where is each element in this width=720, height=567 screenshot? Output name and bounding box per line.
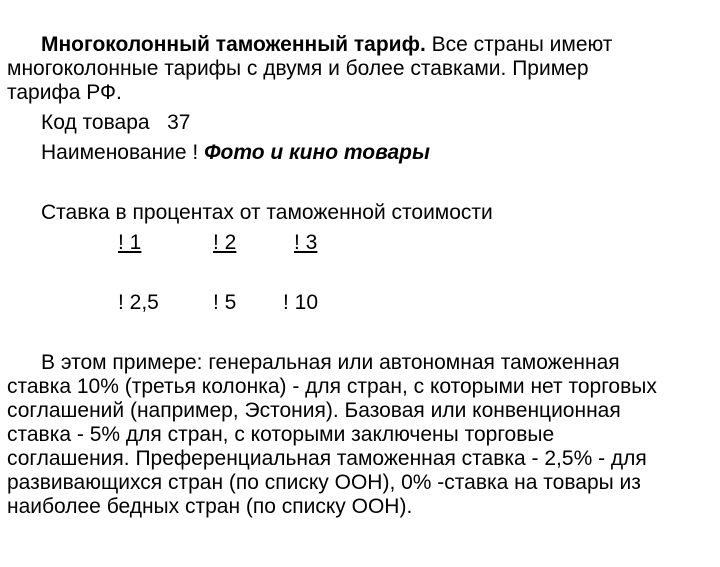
explanation-line-7: наиболее бедных стран (по списку ООН). [7,495,413,518]
explanation-line-4: ставка - 5% для стран, с которыми заключены торговые [7,423,555,446]
intro-line-2: многоколонные тарифы с двумя и более ставками. Пример [7,57,589,80]
explanation-line-3: соглашений (например, Эстония). Базовая или конвенционная [7,399,621,422]
explanation-line-2: ставка 10% (третья колонка) - для стран, с которыми нет торговых [7,375,657,398]
intro-line-3: тарифа РФ. [7,81,122,104]
rate-value-3: ! 10 [283,291,319,314]
intro-line-1 [41,33,612,57]
product-code [41,111,190,135]
name-label: Наименование ! [41,141,199,164]
rate-value-1: ! 2,5 [118,291,159,314]
rate-column-header-1: ! 1 [118,231,142,254]
code-label: Код товара [41,111,150,134]
heading: Многоколонный таможенный тариф. [41,33,426,56]
rate-column-header-2: ! 2 [213,231,237,254]
explanation-line-6: развивающихся стран (по списку ООН), 0% -ставка на товары из [7,471,641,494]
rate-caption: Ставка в процентах от таможенной стоимости [41,201,493,224]
code-value: 37 [167,111,191,134]
rate-value-2: ! 5 [213,291,237,314]
explanation-line-1: В этом примере: генеральная или автономная таможенная [41,351,620,374]
explanation-line-5: соглашения. Преференциальная таможенная ставка - 2,5% - для [7,447,647,470]
name-value: Фото и кино товары [204,141,430,164]
product-name [41,141,430,165]
rate-column-header-3: ! 3 [294,231,318,254]
intro-text: Все страны имеют [425,33,613,56]
